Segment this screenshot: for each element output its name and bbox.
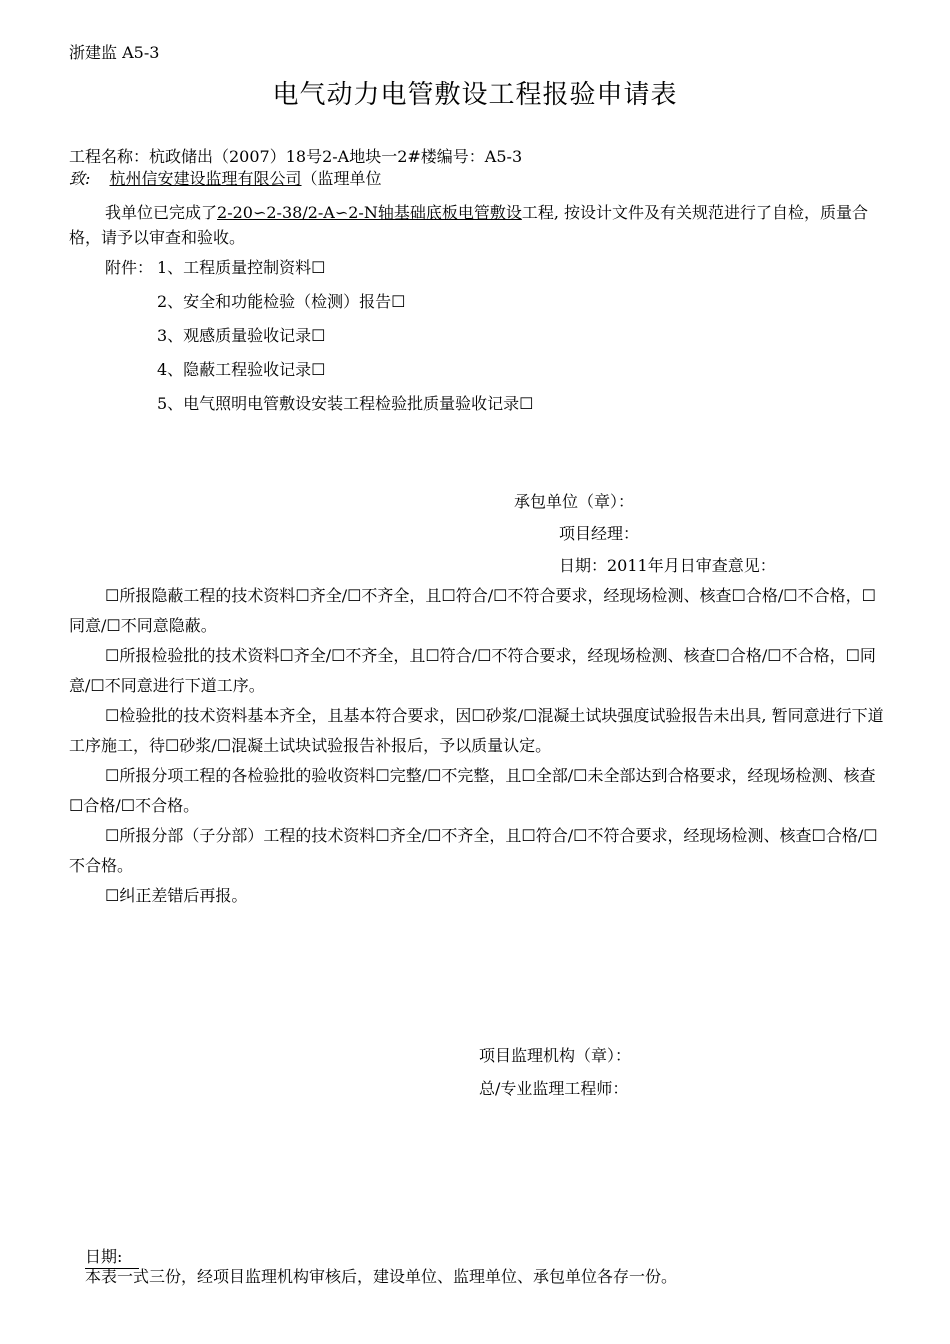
footer-note: 本表一式三份，经项目监理机构审核后，建设单位、监理单位、承包单位各存一份。 <box>85 1267 678 1286</box>
attachments-label: 附件： <box>105 258 154 277</box>
project-name-line: 工程名称：杭政储出（2007）18号2-A地块一2#楼编号：A5-3 <box>69 147 523 166</box>
review-option <box>69 581 884 641</box>
review-option <box>69 761 884 821</box>
review-option <box>69 821 884 881</box>
attachment-item: 3、观感质量验收记录☐ <box>157 326 326 345</box>
to-prefix: 致: <box>69 169 91 188</box>
review-option <box>69 641 884 701</box>
addressee-line <box>69 168 382 190</box>
intro-pre: 我单位已完成了 <box>105 203 218 222</box>
review-option-text: ☐纠正差错后再报。 <box>105 886 248 905</box>
review-option-text: ☐所报分部（子分部）工程的技术资料☐齐全/☐不齐全，且☐符合/☐不符合要求，经现场检测、核查☐合格/☐不合格。 <box>69 826 878 875</box>
footer-date-label: 日期: <box>85 1246 139 1269</box>
attachment-item: 5、电气照明电管敷设安装工程检验批质量验收记录☐ <box>157 394 534 413</box>
attachment-item: 1、工程质量控制资料☐ <box>157 258 326 277</box>
review-option-text: ☐所报分项工程的各检验批的验收资料☐完整/☐不完整，且☐全部/☐未全部达到合格要求，经现场检测、核查☐合格/☐不合格。 <box>69 766 876 815</box>
review-option <box>69 881 884 911</box>
date-review-line: 日期：2011年月日审查意见： <box>559 556 776 575</box>
intro-paragraph <box>69 200 884 250</box>
review-option <box>69 701 884 761</box>
review-option-text: ☐所报检验批的技术资料☐齐全/☐不齐全，且☐符合/☐不符合要求，经现场检测、核查☐合格/☐不合格，☐同意/☐不同意进行下道工序。 <box>69 646 876 695</box>
contractor-unit-label: 承包单位（章）： <box>514 492 635 511</box>
recipient-suffix: （监理单位 <box>301 169 382 188</box>
attachment-item: 2、安全和功能检验（检测）报告☐ <box>157 292 406 311</box>
supervision-org-label: 项目监理机构（章）： <box>479 1046 632 1065</box>
recipient: 杭州信安建设监理有限公司 <box>109 169 302 188</box>
page-title: 电气动力电管敷设工程报验申请表 <box>272 80 678 110</box>
intro-work-scope: 2-20∽2-38/2-A∽2-N轴基础底板电管敷设 <box>217 203 522 222</box>
review-option-text: ☐检验批的技术资料基本齐全，且基本符合要求，因☐砂浆/☐混凝土试块强度试验报告未出具, 暂同意进行下道工序施工，待☐砂浆/☐混凝土试块试验报告补报后，予以质量认定。 <box>69 706 884 755</box>
attachment-item: 4、隐蔽工程验收记录☐ <box>157 360 326 379</box>
form-code: 浙建监 A5-3 <box>69 43 160 62</box>
intro-post: 工程, 按设计文件及有关规范进行了自检，质量合格，请予以审查和验收。 <box>69 203 869 247</box>
project-manager-label: 项目经理： <box>559 524 640 543</box>
supervising-engineer-label: 总/专业监理工程师： <box>479 1079 629 1098</box>
review-option-text: ☐所报隐蔽工程的技术资料☐齐全/☐不齐全，且☐符合/☐不符合要求，经现场检测、核查☐合格/☐不合格，☐同意/☐不同意隐蔽。 <box>69 586 876 635</box>
